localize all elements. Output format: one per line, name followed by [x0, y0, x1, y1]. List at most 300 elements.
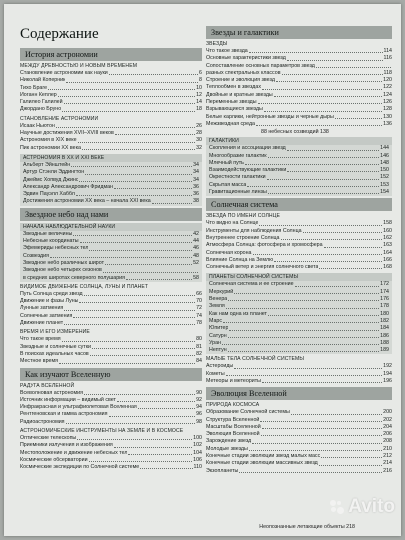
toc-chapter: [20, 208, 202, 366]
entry-title: Джордано Бруно: [20, 106, 62, 113]
toc-entry: [20, 77, 202, 84]
dot-leader: [295, 281, 380, 286]
toc-entry: [20, 404, 202, 411]
dot-leader: [249, 446, 382, 451]
toc-entry: [206, 48, 392, 55]
dot-leader: [89, 457, 193, 462]
entry-title: Движение и фазы Луны: [20, 298, 79, 305]
entry-title: Переменные звезды: [206, 99, 257, 106]
chapter-heading: Как изучают Вселенную: [20, 368, 202, 381]
toc-entry: [20, 313, 202, 320]
avito-watermark: [330, 496, 395, 518]
dot-leader: [239, 468, 382, 473]
toc-entry: [206, 70, 392, 77]
dot-leader: [324, 242, 383, 247]
entry-title: Звездные величины: [23, 230, 73, 237]
entry-page: 154: [380, 189, 389, 196]
entry-page: 70: [196, 298, 202, 305]
dot-leader: [258, 99, 383, 104]
toc-chapter: [206, 387, 392, 475]
dot-leader: [138, 404, 195, 409]
entry-title: Тихо Браге: [20, 84, 48, 91]
entry-page: 72: [196, 305, 202, 312]
entry-title: Основные характеристики звезд: [206, 55, 286, 62]
entry-page: 34: [193, 176, 199, 183]
entry-page: 32: [196, 144, 202, 151]
dot-leader: [274, 92, 382, 97]
entry-page: 106: [193, 456, 202, 463]
dot-leader: [268, 153, 380, 158]
dot-leader: [58, 92, 195, 97]
toc-entry: [206, 363, 392, 370]
entry-title: Белые карлики, нейтронные звезды и черные дыры: [206, 113, 334, 120]
entry-title: Иоганн Кеплер: [20, 91, 57, 98]
toc-entry: [206, 340, 392, 347]
entry-page: 166: [383, 256, 392, 263]
entry-page: 82: [196, 350, 202, 357]
dot-leader: [114, 442, 192, 447]
toc-entry: [20, 291, 202, 298]
toc-entry: [20, 238, 202, 245]
section-title: РАДУГА ВСЕЛЕННОЙ: [20, 382, 75, 389]
dot-leader: [73, 231, 192, 236]
dot-leader: [80, 238, 193, 243]
toc-entry: [206, 160, 392, 167]
entry-title: Оптические телескопы: [20, 434, 77, 441]
toc-left-column: [20, 24, 202, 530]
toc-entry: [206, 228, 392, 235]
entry-title: Научные достижения XVII–XVIII веков: [20, 130, 114, 137]
entry-title: разных спектральных классов: [206, 69, 281, 76]
entry-title: Артур Стэнли Эддингтон: [23, 169, 85, 176]
entry-title: Уран: [209, 339, 221, 346]
dot-leader: [316, 63, 391, 68]
dot-leader: [152, 198, 192, 203]
toc-entry: [206, 153, 392, 160]
dot-leader: [82, 145, 195, 150]
toc-entry: [206, 431, 392, 438]
entry-title: Сатурн: [209, 332, 227, 339]
entry-page: 176: [380, 296, 389, 303]
toc-entry: [206, 318, 392, 325]
entry-page: 214: [383, 460, 392, 467]
entry-page: 146: [380, 152, 389, 159]
entry-page: 8: [199, 77, 202, 84]
toc-entry: [20, 162, 202, 169]
entry-page: 144: [380, 145, 389, 152]
dot-leader: [109, 411, 196, 416]
note-page: 138: [320, 129, 329, 136]
toc-entry: [20, 85, 202, 92]
toc-entry: [206, 106, 392, 113]
dot-leader: [234, 363, 382, 368]
toc-entry: [206, 409, 392, 416]
entry-page: 130: [383, 113, 392, 120]
dot-leader: [71, 162, 192, 167]
dot-leader: [79, 177, 192, 182]
entry-title: Меркурий: [209, 288, 234, 295]
entry-page: 92: [196, 396, 202, 403]
entry-page: 178: [380, 303, 389, 310]
dot-leader: [260, 417, 382, 422]
toc-entry: [206, 235, 392, 242]
entry-page: 12: [196, 91, 202, 98]
entry-title: Путь Солнца среди звезд: [20, 290, 83, 297]
entry-title: Скопления и ассоциации звезд: [209, 145, 286, 152]
dot-leader: [92, 344, 195, 349]
toc-entry: [206, 250, 392, 257]
toc-entry: [20, 344, 202, 351]
dot-leader: [48, 85, 195, 90]
toc-entry: [20, 442, 202, 449]
dot-leader: [245, 160, 379, 165]
dot-leader: [319, 460, 382, 465]
entry-page: 196: [383, 377, 392, 384]
toc-entry: [206, 311, 392, 318]
entry-title: Теплообмен в звездах: [206, 84, 261, 91]
toc-entry: [206, 92, 392, 99]
dot-leader: [268, 311, 379, 316]
entry-page: 42: [193, 230, 199, 237]
entry-page: 186: [380, 332, 389, 339]
entry-title: в средних широтах северного полушария: [23, 274, 125, 281]
toc-entry: [20, 137, 202, 144]
dot-leader: [77, 435, 192, 440]
entry-title: Эфемериды небесных тел: [23, 245, 89, 252]
toc-entry: [20, 435, 202, 442]
entry-title: Солнечные затмения: [20, 312, 73, 319]
toc-entry: [20, 253, 202, 260]
entry-title: Что такое время: [20, 336, 61, 343]
entry-title: Гравитационные линзы: [209, 189, 267, 196]
entry-page: 36: [193, 191, 199, 198]
dot-leader: [249, 48, 383, 53]
toc-entry: [206, 371, 392, 378]
entry-title: Строение и эволюция звезд: [206, 77, 275, 84]
dot-leader: [291, 409, 382, 414]
entry-page: 48: [193, 252, 199, 259]
entry-title: Влияние Солнца на Землю: [206, 256, 274, 263]
dot-leader: [247, 182, 379, 187]
dot-leader: [79, 298, 195, 303]
entry-page: 78: [196, 320, 202, 327]
entry-page: 81: [196, 343, 202, 350]
toc-entry: [20, 411, 202, 418]
dot-leader: [335, 114, 382, 119]
entry-page: 162: [383, 234, 392, 241]
entry-page: 38: [193, 198, 199, 205]
toc-entry: [20, 177, 202, 184]
entry-title: Кометы: [206, 370, 225, 377]
entry-title: Межзвездная среда: [206, 120, 255, 127]
dot-leader: [114, 184, 192, 189]
entry-page: 30: [196, 137, 202, 144]
entry-title: Образование Солнечной системы: [206, 409, 290, 416]
dot-leader: [50, 253, 192, 258]
dot-leader: [105, 260, 192, 265]
entry-title: Джеймс Хопвуд Джинс: [23, 176, 79, 183]
dot-leader: [253, 250, 383, 255]
dot-leader: [281, 235, 383, 240]
toc-entry: [206, 182, 392, 189]
dot-leader: [226, 303, 379, 308]
toc-entry: [206, 63, 392, 70]
entry-title: Нептун: [209, 347, 227, 354]
entry-title: Достижения астрономии XX века – начала XXI века: [23, 198, 151, 205]
entry-title: Как нам одна из планет: [209, 310, 267, 317]
entry-title: Звездные и солнечные сутки: [20, 343, 91, 350]
entry-page: 172: [380, 281, 389, 288]
entry-title: Млечный путь: [209, 159, 244, 166]
toc-entry: [206, 189, 392, 196]
toc-entry: [20, 464, 202, 471]
entry-title: Небесные координаты: [23, 238, 79, 245]
toc-entry: [20, 106, 202, 113]
toc-entry: [20, 358, 202, 365]
entry-title: Николай Коперник: [20, 77, 66, 84]
dot-leader: [262, 84, 382, 89]
entry-title: Альберт Эйнштейн: [23, 161, 71, 168]
entry-page: 90: [196, 389, 202, 396]
entry-title: Взаимодействующие галактики: [209, 167, 287, 174]
toc-entry: [20, 123, 202, 130]
entry-page: 216: [383, 467, 392, 474]
dot-leader: [59, 358, 195, 363]
dot-leader: [256, 121, 382, 126]
entry-page: 34: [193, 169, 199, 176]
book-page: [4, 4, 401, 536]
entry-title: Юпитер: [209, 325, 229, 332]
dot-leader: [282, 70, 383, 75]
toc-entry: [206, 303, 392, 310]
entry-page: 152: [380, 174, 389, 181]
toc-chapter: [20, 368, 202, 472]
toc-chapter: [206, 137, 392, 196]
dot-leader: [287, 145, 379, 150]
toc-entry: [206, 325, 392, 332]
entry-title: Конечные стадии эволюции массивных звезд: [206, 460, 318, 467]
toc-entry: [20, 305, 202, 312]
toc-entry: [206, 242, 392, 249]
section-title: НАЧАЛА НАБЛЮДАТЕЛЬНОЙ НАУКИ: [20, 223, 202, 231]
entry-page: 174: [380, 288, 389, 295]
entry-title: Венера: [209, 296, 228, 303]
dot-leader: [234, 289, 379, 294]
entry-title: Инфракрасная и ультрафиолетовая Вселенная: [20, 404, 137, 411]
dot-leader: [321, 453, 382, 458]
avito-watermark-text: Avito: [348, 496, 395, 517]
entry-title: Александр Александрович Фридман: [23, 183, 113, 190]
chapter-heading: История астрономии: [20, 48, 202, 61]
entry-page: 44: [193, 238, 199, 245]
entry-page: 128: [383, 106, 392, 113]
entry-page: 6: [199, 70, 202, 76]
entry-page: 58: [193, 274, 199, 281]
toc-right-column: [206, 24, 392, 530]
entry-page: 148: [380, 159, 389, 166]
dot-leader: [287, 55, 383, 60]
entry-title: Молодые звезды: [206, 445, 248, 452]
toc-entry: [20, 130, 202, 137]
entry-title: Взрывающиеся звезды: [206, 106, 263, 113]
entry-title: Звездное небо четырех сезонов: [23, 267, 102, 274]
dot-leader: [62, 336, 196, 341]
toc-entry: [20, 397, 202, 404]
entry-title: Структура Вселенной: [206, 416, 260, 423]
dot-leader: [252, 438, 382, 443]
entry-title: Местоположение и движение небесных тел: [20, 449, 128, 456]
entry-page: 116: [383, 55, 392, 62]
section-title: СТАНОВЛЕНИЕ АСТРОНОМИИ: [20, 115, 99, 122]
entry-title: Астероиды: [206, 363, 234, 370]
entry-title: Галилео Галилей: [20, 99, 63, 106]
avito-logo-icon: [330, 500, 344, 514]
dot-leader: [226, 371, 382, 376]
dot-leader: [66, 77, 198, 82]
entry-page: 34: [193, 161, 199, 168]
entry-title: Пик астрономии XX века: [20, 144, 81, 151]
section-title: ВИДИМОЕ ДВИЖЕНИЕ СОЛНЦА, ЛУНЫ И ПЛАНЕТ: [20, 283, 149, 290]
dot-leader: [62, 106, 195, 111]
entry-page: 158: [383, 220, 392, 227]
entry-title: Движение планет: [20, 320, 64, 327]
toc-entry: [206, 114, 392, 121]
toc-entry: [206, 460, 392, 467]
section-title: ВРЕМЯ И ЕГО ИЗМЕРЕНИЕ: [20, 329, 90, 336]
entry-title: Космические обсерватории: [20, 456, 88, 463]
entry-title: Становление астрономии как науки: [20, 70, 108, 76]
entry-page: 189: [380, 347, 389, 354]
entry-page: 66: [196, 290, 202, 297]
chapter-heading: Солнечная система: [206, 198, 392, 211]
section-title: ПЛАНЕТЫ СОЛНЕЧНОЙ СИСТЕМЫ: [206, 273, 392, 281]
toc-entry: [20, 260, 202, 267]
toc-entry: [20, 419, 202, 426]
dot-leader: [103, 267, 198, 272]
dot-leader: [84, 390, 195, 395]
entry-title: Окрестности галактики: [209, 174, 266, 181]
footer-note: [259, 524, 355, 530]
section-title: МЕЖДУ ДРЕВНОСТЬЮ И НОВЫМ ВРЕМЕНЕМ: [20, 63, 138, 69]
section-title: ЗВЕЗДЫ: [206, 41, 228, 47]
entry-title: Инструменты для наблюдения Солнца: [206, 227, 302, 234]
toc-entry: [20, 92, 202, 99]
entry-page: 100: [193, 434, 202, 441]
toc-entry: [20, 275, 202, 282]
dot-leader: [115, 130, 195, 135]
entry-title: Космические экспедиции по Солнечной системе: [20, 464, 140, 471]
dot-leader: [261, 431, 383, 436]
toc-entry: [206, 264, 392, 271]
entry-title: Приемники излучения и изображения: [20, 442, 113, 449]
chapter-note: [261, 129, 392, 135]
entry-title: Рентгеновская и гамма астрономия: [20, 411, 108, 418]
entry-title: Лунные затмения: [20, 305, 64, 312]
entry-title: Эволюция Вселенной: [206, 431, 260, 438]
dot-leader: [76, 191, 192, 196]
entry-title: Конечные стадии эволюции звезд малых масс: [206, 453, 321, 460]
toc-entry: [20, 298, 202, 305]
entry-page: 118: [383, 69, 392, 76]
entry-page: 14: [196, 99, 202, 106]
chapter-heading: Звездное небо над нами: [20, 208, 202, 221]
entry-title: Что видно на Солнце: [206, 220, 259, 227]
toc-entry: [20, 231, 202, 238]
dot-leader: [73, 313, 195, 318]
dot-leader: [267, 174, 380, 179]
toc-entry: [206, 257, 392, 264]
entry-title: В поисках идеальных часов: [20, 350, 89, 357]
dot-leader: [228, 347, 379, 352]
dot-leader: [229, 325, 379, 330]
toc-entry: [20, 198, 202, 205]
dot-leader: [276, 77, 382, 82]
toc-entry: [206, 296, 392, 303]
entry-title: Атмосфера Солнца: фотосфера и хромосфера: [206, 242, 323, 249]
entry-title: Солнечная корона: [206, 249, 252, 256]
entry-page: 160: [383, 227, 392, 234]
toc-entry: [206, 438, 392, 445]
section-title: ПРИРОДА КОСМОСА: [206, 402, 260, 409]
section-title: АСТРОНОМИЧЕСКИЕ ИНСТРУМЕНТЫ НА ЗЕМЛЕ И В КОСМОСЕ: [20, 427, 184, 434]
toc-chapter: [20, 48, 202, 206]
toc-entry: [206, 281, 392, 288]
dot-leader: [56, 123, 195, 128]
entry-page: 120: [383, 77, 392, 84]
entry-page: 182: [380, 317, 389, 324]
entry-title: Астрономия в XIX веке: [20, 137, 77, 144]
dot-leader: [126, 275, 192, 280]
toc-entry: [206, 145, 392, 152]
chapter-heading: Эволюция Вселенной: [206, 387, 392, 400]
toc-entry: [206, 121, 392, 128]
footer-note-page: 218: [346, 524, 355, 530]
toc-entry: [20, 336, 202, 343]
entry-title: Двойные и кратные звезды: [206, 91, 273, 98]
entry-page: 18: [196, 106, 202, 113]
toc-entry: [206, 333, 392, 340]
entry-title: Источник информации – видимый свет: [20, 396, 116, 403]
toc-entry: [206, 99, 392, 106]
section-title: ГАЛАКТИКИ: [206, 137, 392, 145]
entry-page: 28: [196, 130, 202, 137]
section-title: ЗВЕЗДА ПО ИМЕНИ СОЛНЦЕ: [206, 213, 281, 220]
entry-title: Многообразие галактик: [209, 152, 267, 159]
dot-leader: [66, 419, 196, 424]
entry-page: 36: [193, 183, 199, 190]
dot-leader: [128, 450, 192, 455]
entry-page: 192: [383, 363, 392, 370]
entry-page: 210: [383, 445, 392, 452]
entry-page: 188: [380, 339, 389, 346]
toc-entry: [206, 453, 392, 460]
entry-page: 136: [383, 120, 392, 127]
toc-entry: [206, 446, 392, 453]
toc-entry: [206, 424, 392, 431]
entry-title: Звездное небо различных широт: [23, 259, 105, 266]
page-title: Содержание: [20, 26, 99, 42]
dot-leader: [84, 291, 195, 296]
entry-page: 184: [380, 325, 389, 332]
entry-page: 212: [383, 453, 392, 460]
entry-title: Зарождение звезд: [206, 438, 252, 445]
dot-leader: [64, 305, 195, 310]
section-title: АСТРОНОМИЯ В XX И XXI ВЕКЕ: [20, 154, 202, 162]
toc-entry: [206, 289, 392, 296]
entry-title: Всеволновая астрономия: [20, 389, 83, 396]
toc-entry: [20, 184, 202, 191]
entry-page: 98: [196, 418, 202, 425]
